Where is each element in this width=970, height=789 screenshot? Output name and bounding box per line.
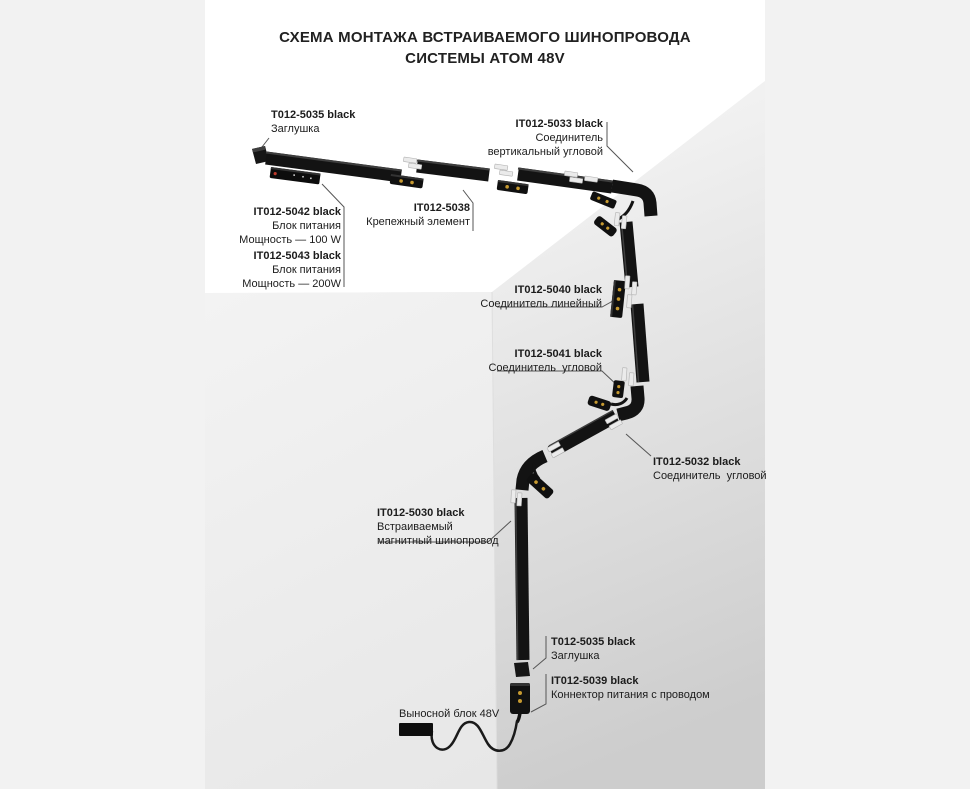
part-code: T012-5035 black <box>271 109 356 121</box>
part-code: IT012-5041 black <box>514 348 602 360</box>
mounting-clip <box>517 493 522 506</box>
connector-bar-5041 <box>612 380 625 398</box>
part-desc: магнитный шинопровод <box>377 535 499 547</box>
part-code: IT012-5030 black <box>377 507 465 519</box>
mounting-clip <box>629 373 634 386</box>
part-desc: Соединитель <box>535 132 603 144</box>
remote-power-block <box>399 723 433 736</box>
part-desc: Заглушка <box>551 650 600 662</box>
part-desc: Выносной блок 48V <box>399 708 500 720</box>
part-code: IT012-5042 black <box>253 206 341 218</box>
part-desc: Соединитель линейный <box>480 298 602 310</box>
label-track-recessed <box>377 506 537 548</box>
label-conn-power <box>551 674 731 702</box>
part-code: IT012-5043 black <box>253 250 341 262</box>
part-desc: Блок питания <box>272 220 341 232</box>
mounting-clip <box>625 276 630 289</box>
part-desc: Блок питания <box>272 264 341 276</box>
part-code: IT012-5032 black <box>653 456 741 468</box>
label-conn-vertical-corner <box>453 117 603 159</box>
title-line-1: СХЕМА МОНТАЖА ВСТРАИВАЕМОГО ШИНОПРОВОДА <box>279 29 691 46</box>
part-code: IT012-5033 black <box>515 118 603 130</box>
part-code: T012-5035 black <box>551 636 636 648</box>
label-conn-linear <box>452 283 602 311</box>
part-desc: Мощность — 200W <box>242 278 341 290</box>
end-cap-bottom <box>514 662 530 677</box>
part-code: IT012-5040 black <box>514 284 602 296</box>
contact-dot <box>518 699 522 703</box>
part-desc: вертикальный угловой <box>487 146 603 158</box>
part-desc: Коннектор питания с проводом <box>551 689 710 701</box>
part-code: IT012-5038 <box>413 202 470 214</box>
part-code: IT012-5039 black <box>551 675 639 687</box>
part-desc: Встраиваемый <box>377 521 453 533</box>
label-psu-200 <box>191 249 341 291</box>
mounting-clip <box>614 213 620 226</box>
contact-dot <box>518 691 522 695</box>
part-desc: Соединитель угловой <box>488 362 602 374</box>
part-desc: Мощность — 100 W <box>239 234 341 246</box>
mounting-clip <box>632 282 637 295</box>
label-conn-corner-upper <box>452 347 602 375</box>
title-line-2: СИСТЕМЫ АТОМ 48V <box>405 50 565 67</box>
label-cap-bottom <box>551 635 681 663</box>
page-title <box>205 27 765 69</box>
part-desc: Заглушка <box>271 123 320 135</box>
label-remote-block <box>399 707 539 721</box>
label-cap-top <box>271 108 391 136</box>
label-psu-100 <box>191 205 341 247</box>
mounting-clip <box>627 295 632 308</box>
mounting-clip <box>621 216 627 229</box>
mounting-clip <box>622 368 627 381</box>
label-conn-corner-lower <box>653 455 813 483</box>
part-desc: Крепежный элемент <box>366 216 470 228</box>
mounting-clip <box>511 490 516 503</box>
part-desc: Соединитель угловой <box>653 470 767 482</box>
label-fastener <box>320 201 470 229</box>
